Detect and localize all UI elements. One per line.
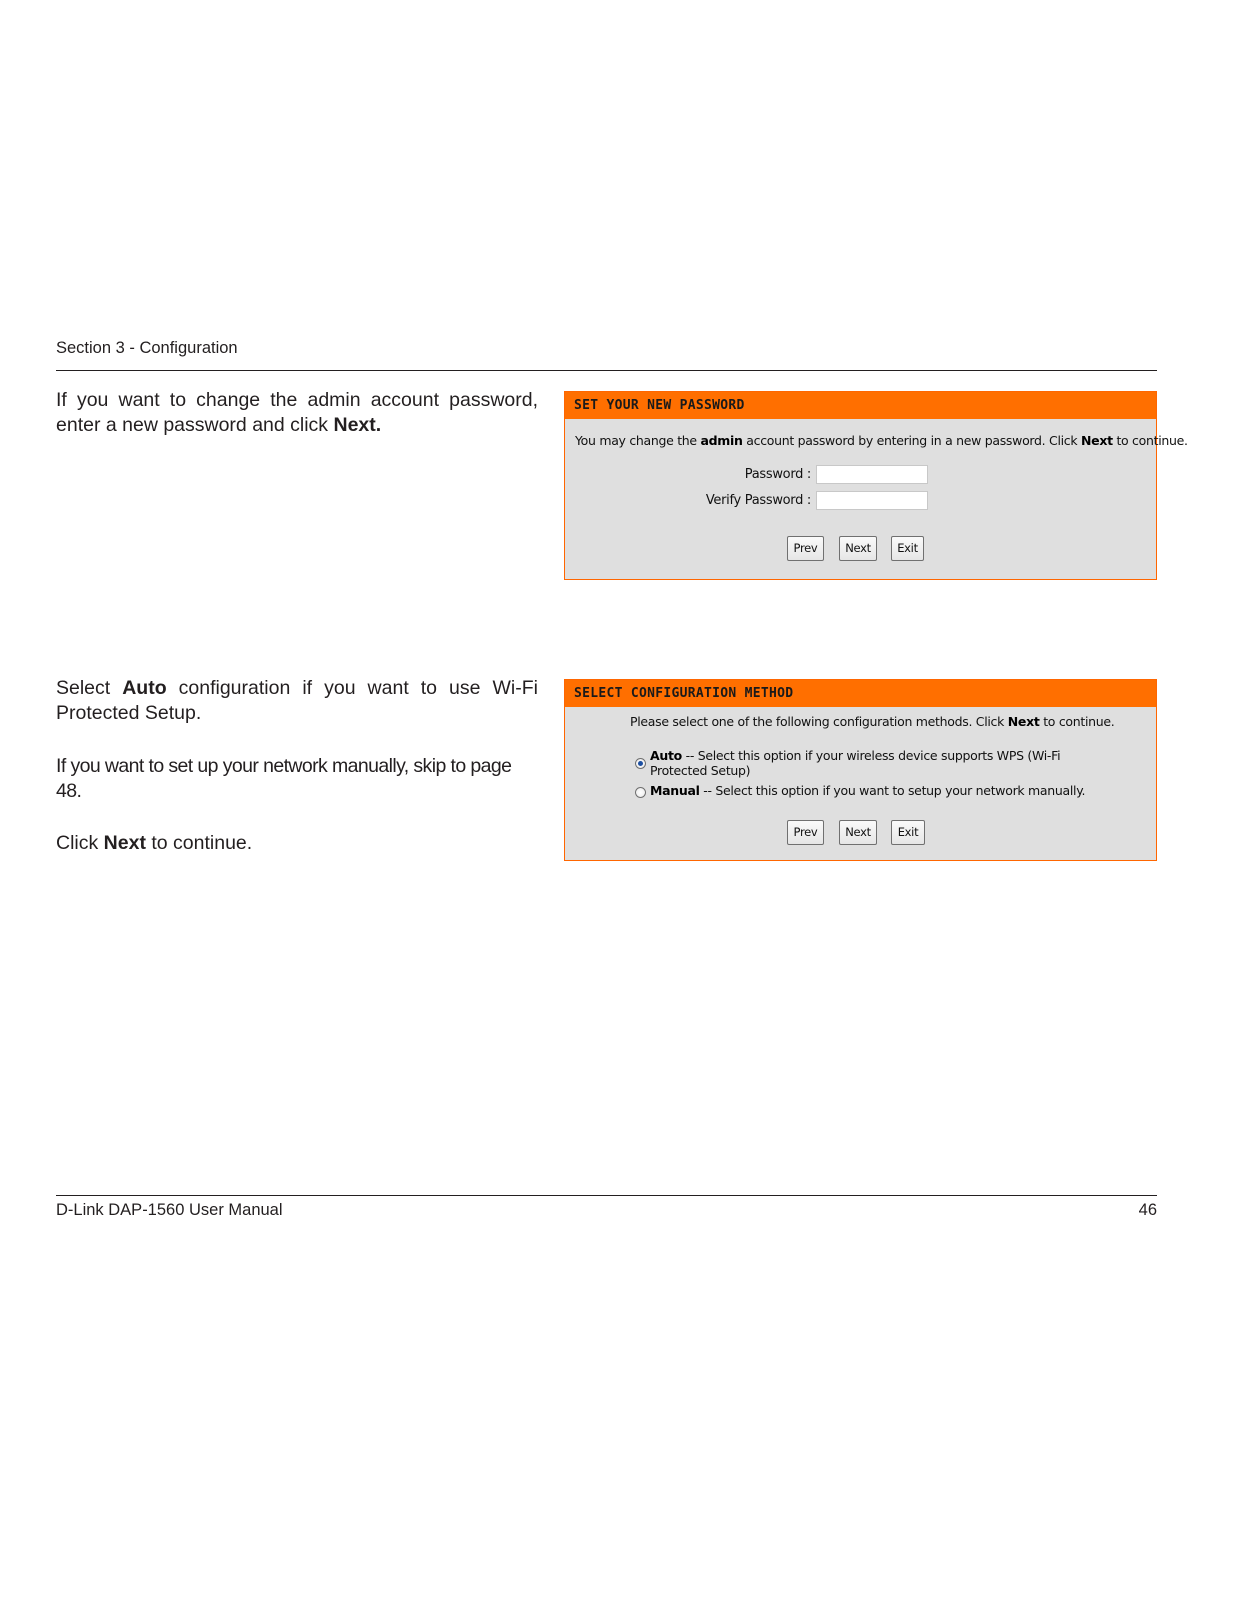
- next-button[interactable]: Next: [839, 820, 877, 845]
- set-password-description: You may change the admin account password by entering in a new password. Click Next to continue.: [575, 433, 1188, 448]
- set-password-title: SET YOUR NEW PASSWORD: [565, 392, 1156, 419]
- page-number: 46: [1138, 1201, 1157, 1219]
- config-method-panel: [564, 679, 1157, 861]
- password-instruction: [56, 388, 538, 438]
- verify-password-input[interactable]: [816, 491, 928, 510]
- auto-option-text: Auto -- Select this option if your wireless device supports WPS (Wi-Fi Protected Setup): [650, 748, 1061, 778]
- password-instruction-text: If you want to change the admin account password, enter a new password and click: [56, 389, 538, 436]
- header-divider: [56, 370, 1157, 371]
- set-password-panel: [564, 391, 1188, 580]
- footer-divider: [56, 1195, 1157, 1196]
- auto-radio[interactable]: [635, 758, 646, 769]
- footer-manual-title: D-Link DAP-1560 User Manual: [56, 1201, 283, 1219]
- config-instruction-next-bold: Next: [103, 832, 146, 854]
- config-instruction-next-pre: Click: [56, 832, 104, 854]
- config-instruction-manual: If you want to set up your network manually, skip to page 48.: [56, 755, 512, 802]
- exit-button[interactable]: Exit: [891, 820, 925, 845]
- config-method-title: SELECT CONFIGURATION METHOD: [565, 680, 1156, 707]
- password-input[interactable]: [816, 465, 928, 484]
- section-label: Section 3 - Configuration: [56, 339, 238, 357]
- prev-button[interactable]: Prev: [787, 820, 824, 845]
- config-instruction-auto-bold: Auto: [122, 677, 167, 699]
- password-instruction-bold: Next.: [333, 414, 382, 436]
- config-instruction-auto: [56, 676, 538, 726]
- manual-option-text: Manual -- Select this option if you want to setup your network manually.: [650, 783, 1086, 798]
- manual-radio[interactable]: [635, 787, 646, 798]
- prev-button[interactable]: Prev: [787, 536, 824, 561]
- config-method-description: Please select one of the following configuration methods. Click Next to continue.: [630, 714, 1115, 729]
- next-button[interactable]: Next: [839, 536, 877, 561]
- password-label: Password :: [744, 467, 811, 482]
- exit-button[interactable]: Exit: [891, 536, 924, 561]
- verify-password-label: Verify Password :: [705, 493, 811, 508]
- config-instruction-next: [56, 831, 538, 856]
- config-instruction-auto-post: configuration if you want to use Wi-Fi Protected Setup.: [56, 677, 538, 724]
- config-instruction-auto-pre: Select: [56, 677, 123, 699]
- config-instruction-next-post: to continue.: [145, 832, 253, 854]
